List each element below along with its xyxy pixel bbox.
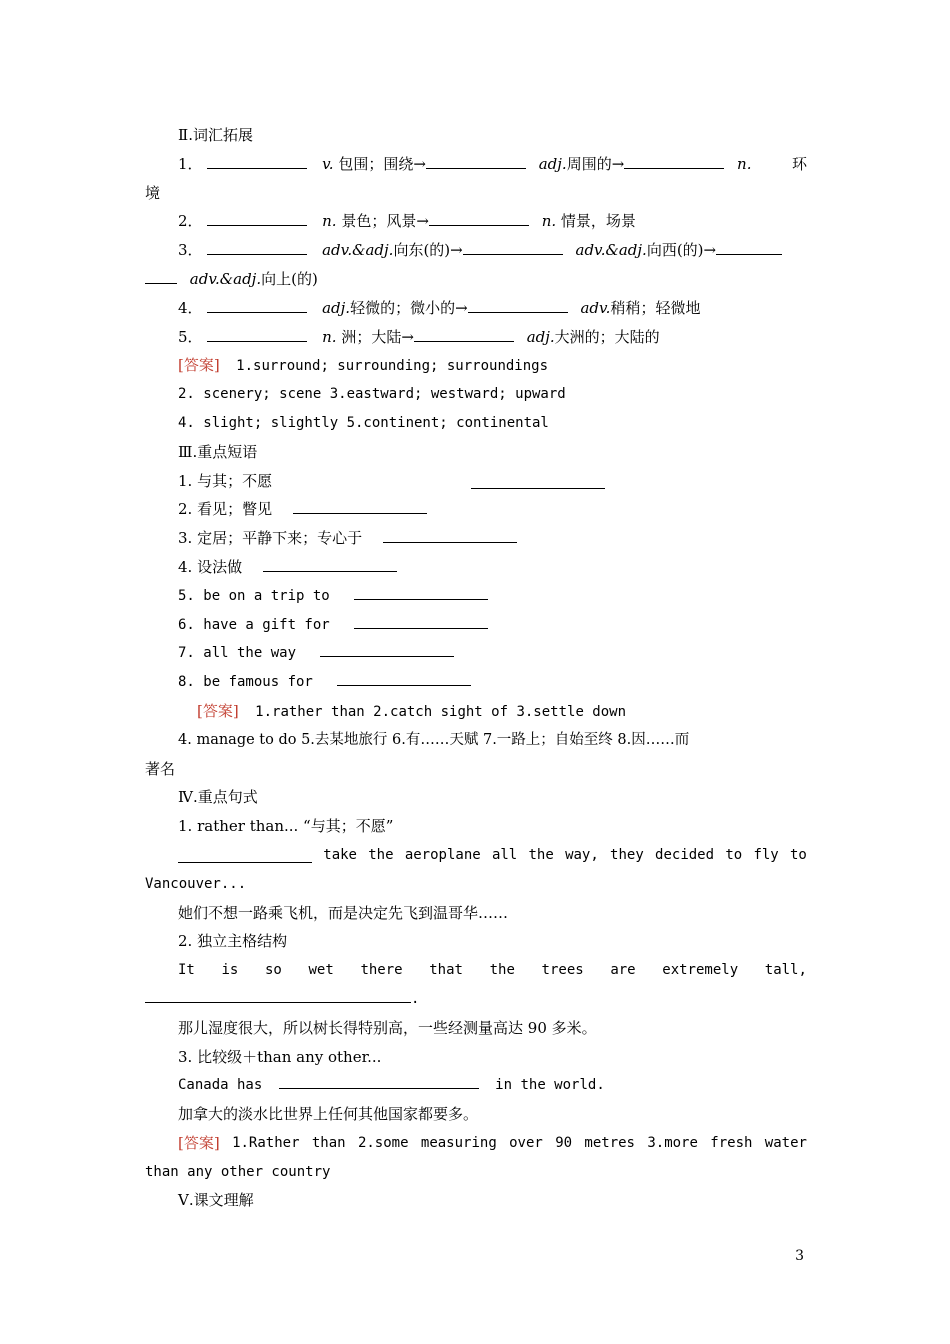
- vocab-row-5: 5． n. 洲；大陆→ adj.大洲的；大陆的: [178, 327, 660, 346]
- blank[interactable]: [293, 499, 427, 514]
- vocab-row-3-cont: adv.&adj.向上(的): [145, 265, 807, 294]
- answer-label: [答案]: [178, 1133, 220, 1152]
- blank[interactable]: [624, 154, 724, 169]
- phrase-item-5: 5. be on a trip to: [145, 582, 807, 611]
- answer-3-line-2: 4. manage to do 5.去某地旅行 6.有……天赋 7.一路上；自始至终 8.因……而: [178, 731, 690, 748]
- vocab-row-4: 4． adj.轻微的；微小的→ adv.稍稍；轻微地: [178, 298, 701, 317]
- blank[interactable]: [354, 585, 488, 600]
- blank[interactable]: [471, 474, 605, 489]
- blank[interactable]: [145, 988, 411, 1003]
- blank[interactable]: [414, 327, 514, 342]
- answer-4-line-1: [答案] 1.Rather than 2.some measuring over 90 metres 3.more fresh water: [145, 1129, 807, 1158]
- section-3-title: Ⅲ.重点短语: [178, 442, 258, 461]
- page-number: 3: [795, 1248, 804, 1264]
- sentence-1-cont: Vancouver...: [145, 875, 247, 892]
- phrase-item-6: 6. have a gift for: [145, 611, 807, 640]
- sentence-3-text: Canada has in the world.: [145, 1071, 807, 1100]
- blank[interactable]: [426, 154, 526, 169]
- sentence-2-title: 2. 独立主格结构: [178, 932, 288, 951]
- sentence-3-translation: 加拿大的淡水比世界上任何其他国家都要多。: [178, 1105, 479, 1124]
- blank[interactable]: [207, 298, 307, 313]
- answer-2-line-2: 2. scenery; scene 3.eastward; westward; upward: [178, 386, 566, 403]
- phrase-item-4: 4. 设法做: [145, 553, 807, 582]
- phrase-item-3: 3. 定居；平静下来；专心于: [145, 524, 807, 553]
- blank[interactable]: [337, 671, 471, 686]
- vocab-row-1: 1． v. 包围；围绕→ adj.周围的→ n. 环: [178, 154, 807, 173]
- section-4-title: Ⅳ.重点句式: [178, 788, 258, 807]
- sentence-3-title: 3. 比较级＋than any other...: [178, 1047, 382, 1066]
- sentence-2-text: It is so wet there that the trees are extremely tall,: [178, 962, 807, 979]
- blank[interactable]: [716, 240, 782, 255]
- blank[interactable]: [383, 528, 517, 543]
- blank[interactable]: [354, 614, 488, 629]
- answer-label: [答案]: [197, 701, 239, 720]
- blank[interactable]: [320, 642, 454, 657]
- phrase-item-7: 7. all the way: [145, 639, 807, 668]
- answer-label: [答案]: [178, 356, 220, 375]
- blank[interactable]: [145, 269, 177, 284]
- blank[interactable]: [463, 240, 563, 255]
- sentence-2-cont: .: [145, 985, 807, 1014]
- blank[interactable]: [468, 298, 568, 313]
- phrase-item-8: 8. be famous for: [145, 668, 807, 697]
- phrase-item-1: 1. 与其；不愿: [145, 467, 807, 496]
- vocab-row-2: 2． n. 景色；风景→ n. 情景，场景: [178, 212, 636, 231]
- blank[interactable]: [178, 848, 312, 863]
- vocab-row-1-cont: 境: [145, 183, 161, 202]
- vocab-row-3: 3． adv.&adj.向东(的)→ adv.&adj.向西(的)→: [145, 236, 807, 265]
- blank[interactable]: [429, 211, 529, 226]
- answer-2-line-3: 4. slight; slightly 5.continent; continental: [178, 414, 549, 431]
- document-page: [145, 121, 807, 1215]
- sentence-2-translation: 那儿湿度很大，所以树长得特别高，一些经测量高达 90 多米。: [178, 1018, 597, 1037]
- blank[interactable]: [279, 1074, 479, 1089]
- section-2-title: Ⅱ.词汇拓展: [178, 126, 253, 144]
- answer-4-cont: than any other country: [145, 1163, 331, 1180]
- blank[interactable]: [207, 327, 307, 342]
- blank[interactable]: [207, 240, 307, 255]
- blank[interactable]: [263, 557, 397, 572]
- phrase-item-2: 2. 看见；瞥见: [145, 495, 807, 524]
- sentence-1-translation: 她们不想一路乘飞机，而是决定先飞到温哥华……: [178, 903, 509, 922]
- sentence-1-title: 1. rather than... “与其；不愿”: [178, 817, 394, 836]
- section-5-title: Ⅴ.课文理解: [178, 1191, 254, 1210]
- answer-3-line-2-cont: 著名: [145, 759, 176, 778]
- blank[interactable]: [207, 211, 307, 226]
- blank[interactable]: [207, 154, 307, 169]
- answer-3-line-1: [答案] 1.rather than 2.catch sight of 3.settle down: [197, 701, 627, 720]
- answer-2-line-1: [答案] 1.surround; surrounding; surroundings: [178, 356, 549, 375]
- sentence-1-text: take the aeroplane all the way, they decided to fly to: [145, 841, 807, 870]
